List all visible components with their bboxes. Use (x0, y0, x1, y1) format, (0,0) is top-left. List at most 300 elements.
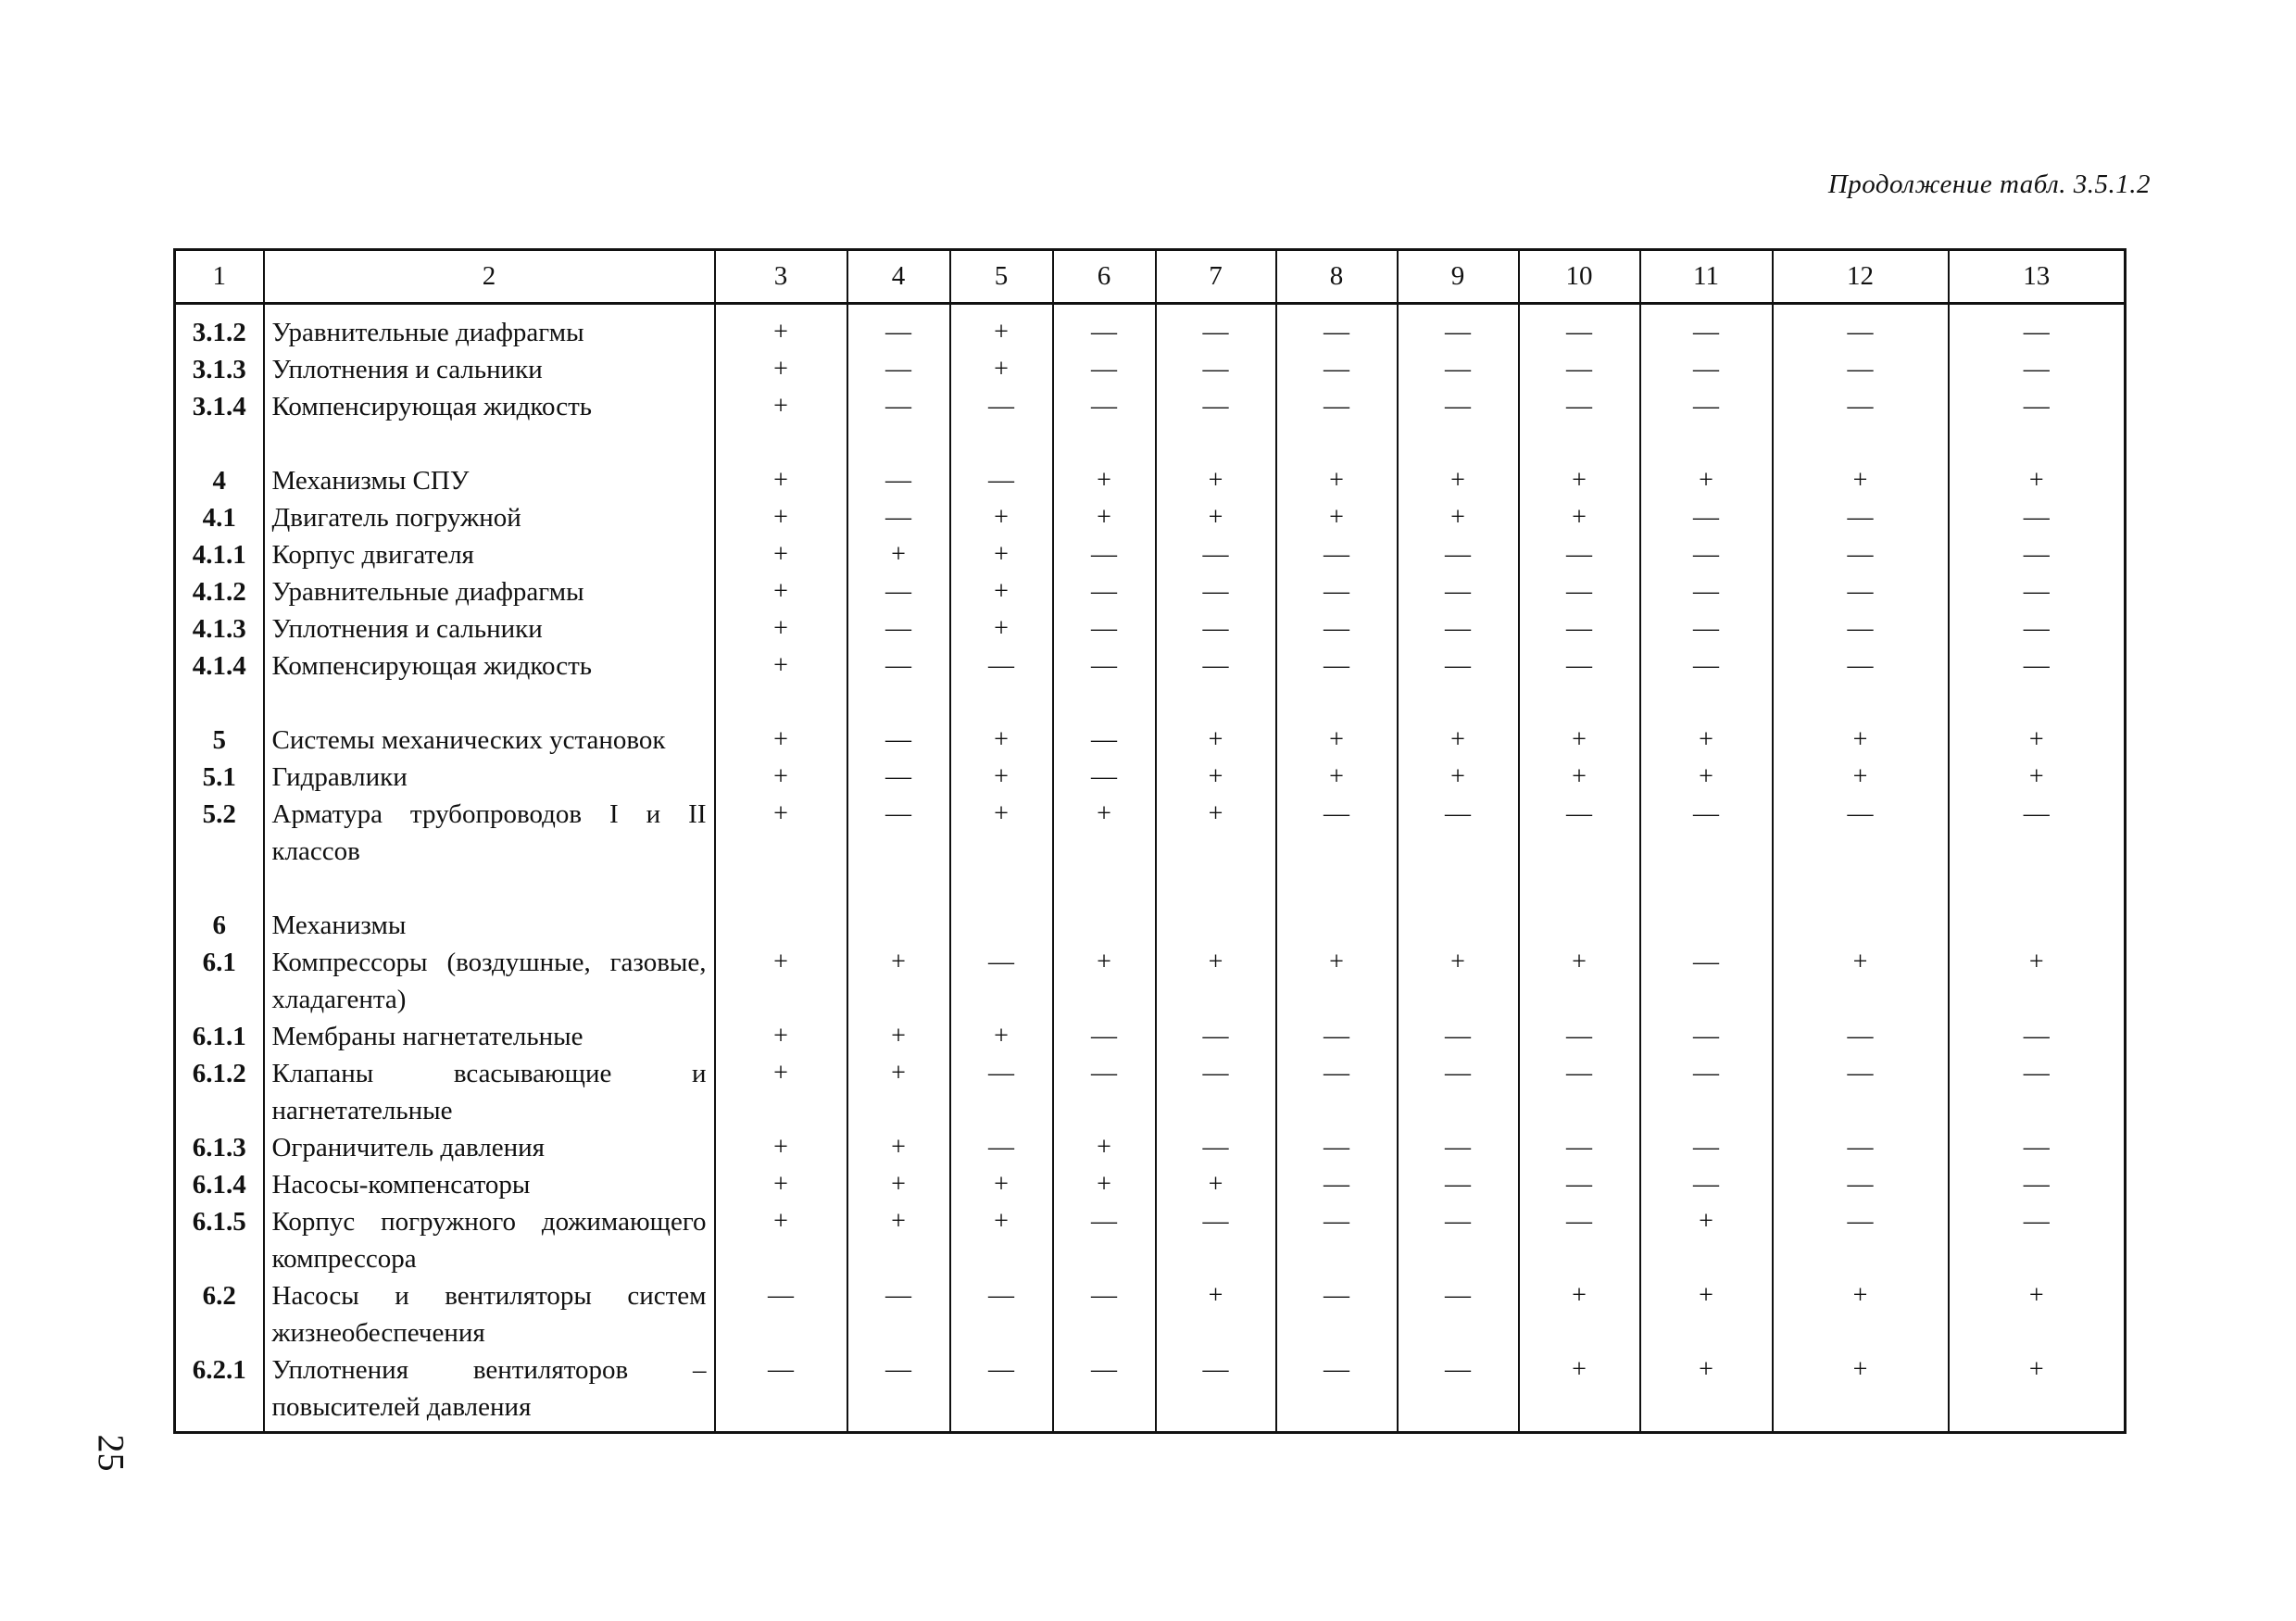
mark-cell: + (1949, 462, 2126, 499)
mark-cell: — (1949, 388, 2126, 425)
mark-cell: + (847, 944, 950, 1018)
mark-cell: — (1773, 499, 1949, 536)
mark-cell: — (1156, 610, 1276, 647)
mark-cell: — (950, 388, 1053, 425)
mark-cell: — (1640, 1055, 1773, 1129)
mark-cell: — (1519, 1166, 1640, 1203)
column-header: 11 (1640, 250, 1773, 304)
mark-cell: — (1519, 304, 1640, 352)
mark-cell: — (1398, 573, 1519, 610)
table-row (175, 647, 2126, 685)
spacer-cell (950, 425, 1053, 462)
item-number: 5 (175, 722, 264, 759)
mark-cell: — (1276, 1166, 1398, 1203)
mark-cell: — (847, 647, 950, 685)
mark-cell: — (1773, 610, 1949, 647)
spacer-cell (1276, 685, 1398, 722)
mark-cell: + (847, 1055, 950, 1129)
mark-cell: + (715, 1018, 847, 1055)
mark-cell: — (847, 610, 950, 647)
table-row (175, 907, 2126, 944)
spacer-row (175, 425, 2126, 462)
mark-cell: — (1398, 536, 1519, 573)
mark-cell: + (1398, 722, 1519, 759)
item-number: 4.1.3 (175, 610, 264, 647)
item-name: Механизмы (264, 907, 715, 944)
mark-cell: + (1949, 1277, 2126, 1351)
item-number: 6.1.2 (175, 1055, 264, 1129)
spacer-cell (1156, 870, 1276, 907)
item-name: Уравнительные диафрагмы (264, 573, 715, 610)
mark-cell: + (950, 1166, 1053, 1203)
mark-cell: + (715, 499, 847, 536)
spacer-cell (1949, 870, 2126, 907)
mark-cell: + (1276, 462, 1398, 499)
mark-cell: — (1949, 351, 2126, 388)
mark-cell: — (1773, 1166, 1949, 1203)
mark-cell: — (1156, 536, 1276, 573)
mark-cell: — (1949, 1203, 2126, 1277)
mark-cell: — (1773, 388, 1949, 425)
spacer-cell (1640, 870, 1773, 907)
item-name: Уплотнения вентиляторов – повысителей давления (264, 1351, 715, 1433)
mark-cell: + (1640, 1203, 1773, 1277)
mark-cell: + (1640, 1351, 1773, 1433)
mark-cell: + (1156, 1166, 1276, 1203)
mark-cell: + (1398, 462, 1519, 499)
item-name: Компенсирующая жидкость (264, 388, 715, 425)
mark-cell: + (950, 536, 1053, 573)
spacer-cell (1398, 870, 1519, 907)
mark-cell: — (1519, 536, 1640, 573)
mark-cell: + (1519, 944, 1640, 1018)
mark-cell: — (1053, 1018, 1156, 1055)
mark-cell: — (1053, 647, 1156, 685)
spacer-cell (1773, 425, 1949, 462)
spacer-cell (175, 685, 264, 722)
mark-cell: + (950, 759, 1053, 796)
mark-cell: + (715, 944, 847, 1018)
mark-cell: — (1276, 388, 1398, 425)
mark-cell (1640, 907, 1773, 944)
column-header: 6 (1053, 250, 1156, 304)
table-body (175, 304, 2126, 1433)
item-number: 6.1 (175, 944, 264, 1018)
table-row (175, 1166, 2126, 1203)
spacer-cell (1949, 685, 2126, 722)
mark-cell: + (715, 1203, 847, 1277)
mark-cell: — (1640, 351, 1773, 388)
spacer-cell (847, 685, 950, 722)
column-header: 2 (264, 250, 715, 304)
mark-cell: + (1773, 1351, 1949, 1433)
mark-cell: — (1276, 1351, 1398, 1433)
spacer-cell (1276, 425, 1398, 462)
mark-cell: + (1640, 1277, 1773, 1351)
item-name: Уравнительные диафрагмы (264, 304, 715, 352)
mark-cell: + (1773, 1277, 1949, 1351)
mark-cell: + (1773, 462, 1949, 499)
column-header: 1 (175, 250, 264, 304)
mark-cell: + (1053, 462, 1156, 499)
mark-cell: + (1156, 944, 1276, 1018)
mark-cell: — (1640, 647, 1773, 685)
spacer-cell (264, 870, 715, 907)
mark-cell (847, 907, 950, 944)
spacer-cell (847, 425, 950, 462)
mark-cell (715, 907, 847, 944)
item-number: 5.1 (175, 759, 264, 796)
mark-cell: + (1156, 796, 1276, 870)
mark-cell: — (1949, 1129, 2126, 1166)
mark-cell: + (1053, 796, 1156, 870)
spacer-cell (715, 425, 847, 462)
mark-cell: — (1276, 1055, 1398, 1129)
item-number: 3.1.4 (175, 388, 264, 425)
mark-cell: + (1053, 1129, 1156, 1166)
mark-cell: — (1640, 304, 1773, 352)
mark-cell: — (1949, 304, 2126, 352)
spacer-row (175, 870, 2126, 907)
mark-cell: — (1519, 1055, 1640, 1129)
spacer-cell (1519, 685, 1640, 722)
mark-cell: + (950, 722, 1053, 759)
column-header: 10 (1519, 250, 1640, 304)
mark-cell: + (1156, 759, 1276, 796)
mark-cell: — (1156, 573, 1276, 610)
mark-cell: — (1773, 647, 1949, 685)
mark-cell: — (950, 1277, 1053, 1351)
table-row (175, 388, 2126, 425)
mark-cell: — (1949, 610, 2126, 647)
mark-cell: + (1949, 759, 2126, 796)
item-number: 6.1.1 (175, 1018, 264, 1055)
item-name: Мембраны нагнетательные (264, 1018, 715, 1055)
mark-cell: + (715, 462, 847, 499)
mark-cell: — (1640, 1018, 1773, 1055)
spacer-cell (1949, 425, 2126, 462)
mark-cell: + (847, 1166, 950, 1203)
mark-cell (1773, 907, 1949, 944)
mark-cell: — (1640, 944, 1773, 1018)
table-row (175, 304, 2126, 352)
item-name: Клапаны всасывающие и нагнетательные (264, 1055, 715, 1129)
mark-cell (1276, 907, 1398, 944)
table-row (175, 1203, 2126, 1277)
mark-cell: — (950, 1055, 1053, 1129)
mark-cell: — (1398, 1351, 1519, 1433)
mark-cell: — (1640, 536, 1773, 573)
item-number: 6.1.4 (175, 1166, 264, 1203)
mark-cell: — (1519, 1129, 1640, 1166)
mark-cell (1156, 907, 1276, 944)
mark-cell: — (1156, 647, 1276, 685)
spacer-cell (715, 870, 847, 907)
mark-cell: + (1519, 722, 1640, 759)
item-name: Корпус погружного дожимающего компрессора (264, 1203, 715, 1277)
mark-cell: — (1773, 304, 1949, 352)
item-number: 6.2.1 (175, 1351, 264, 1433)
mark-cell: + (715, 759, 847, 796)
item-number: 6.2 (175, 1277, 264, 1351)
item-number: 4.1.4 (175, 647, 264, 685)
mark-cell: — (1519, 351, 1640, 388)
table-caption: Продолжение табл. 3.5.1.2 (1827, 170, 2151, 199)
mark-cell: — (1276, 796, 1398, 870)
spacer-cell (1156, 685, 1276, 722)
mark-cell: — (1398, 1018, 1519, 1055)
mark-cell: — (1053, 304, 1156, 352)
mark-cell: — (1640, 573, 1773, 610)
mark-cell: + (1156, 499, 1276, 536)
spacer-cell (1156, 425, 1276, 462)
mark-cell: — (1398, 1166, 1519, 1203)
mark-cell: — (1053, 1055, 1156, 1129)
mark-cell: — (847, 1277, 950, 1351)
item-name: Насосы и вентиляторы систем жизнеобеспечения (264, 1277, 715, 1351)
mark-cell: — (1949, 796, 2126, 870)
mark-cell: — (1398, 610, 1519, 647)
spacer-cell (1519, 425, 1640, 462)
spacer-cell (950, 685, 1053, 722)
item-name: Системы механических установок (264, 722, 715, 759)
mark-cell: + (715, 573, 847, 610)
mark-cell: — (1519, 796, 1640, 870)
spacer-cell (175, 870, 264, 907)
mark-cell: — (1053, 1277, 1156, 1351)
table-row (175, 1129, 2126, 1166)
mark-cell: — (1156, 1055, 1276, 1129)
mark-cell: + (950, 610, 1053, 647)
item-name: Уплотнения и сальники (264, 610, 715, 647)
mark-cell: — (950, 647, 1053, 685)
table-row (175, 796, 2126, 870)
table-row (175, 610, 2126, 647)
mark-cell: — (1156, 1203, 1276, 1277)
mark-cell: + (847, 1018, 950, 1055)
mark-cell: — (1276, 351, 1398, 388)
table-row (175, 722, 2126, 759)
item-number: 6 (175, 907, 264, 944)
item-name: Гидравлики (264, 759, 715, 796)
mark-cell: — (1053, 536, 1156, 573)
item-number: 3.1.2 (175, 304, 264, 352)
spacer-cell (1398, 685, 1519, 722)
mark-cell: + (1276, 944, 1398, 1018)
mark-cell (1053, 907, 1156, 944)
mark-cell: — (1156, 1018, 1276, 1055)
mark-cell: — (847, 1351, 950, 1433)
mark-cell: — (715, 1351, 847, 1433)
table-row (175, 573, 2126, 610)
mark-cell: + (1276, 722, 1398, 759)
item-name: Ограничитель давления (264, 1129, 715, 1166)
mark-cell: — (1949, 647, 2126, 685)
mark-cell: + (950, 1203, 1053, 1277)
mark-cell: + (950, 304, 1053, 352)
mark-cell: + (1053, 944, 1156, 1018)
mark-cell: + (1519, 462, 1640, 499)
mark-cell: — (950, 1129, 1053, 1166)
item-name: Уплотнения и сальники (264, 351, 715, 388)
mark-cell: + (715, 351, 847, 388)
mark-cell: — (1398, 647, 1519, 685)
mark-cell: + (1156, 462, 1276, 499)
mark-cell: — (1398, 796, 1519, 870)
mark-cell: — (1276, 573, 1398, 610)
mark-cell: — (1053, 351, 1156, 388)
table-row (175, 1277, 2126, 1351)
item-number: 3.1.3 (175, 351, 264, 388)
mark-cell: + (1398, 759, 1519, 796)
mark-cell: — (1398, 1203, 1519, 1277)
mark-cell: — (1053, 722, 1156, 759)
mark-cell: + (1398, 499, 1519, 536)
mark-cell: — (1156, 304, 1276, 352)
item-number: 4.1 (175, 499, 264, 536)
mark-cell: — (1773, 536, 1949, 573)
item-number: 5.2 (175, 796, 264, 870)
mark-cell: — (1053, 573, 1156, 610)
mark-cell: — (847, 304, 950, 352)
mark-cell (1949, 907, 2126, 944)
mark-cell: — (950, 1351, 1053, 1433)
mark-cell: + (1519, 499, 1640, 536)
mark-cell: — (1156, 388, 1276, 425)
mark-cell: — (1640, 499, 1773, 536)
mark-cell: — (1053, 759, 1156, 796)
mark-cell: + (1773, 759, 1949, 796)
spacer-cell (1640, 685, 1773, 722)
item-number: 6.1.5 (175, 1203, 264, 1277)
item-name: Компенсирующая жидкость (264, 647, 715, 685)
mark-cell (1398, 907, 1519, 944)
mark-cell: — (1773, 1055, 1949, 1129)
mark-cell: + (950, 796, 1053, 870)
mark-cell: — (1053, 1203, 1156, 1277)
mark-cell: — (847, 796, 950, 870)
mark-cell: + (715, 796, 847, 870)
mark-cell: — (1398, 351, 1519, 388)
item-number: 6.1.3 (175, 1129, 264, 1166)
spacer-cell (1640, 425, 1773, 462)
mark-cell: + (1053, 1166, 1156, 1203)
mark-cell (1519, 907, 1640, 944)
spacer-cell (264, 685, 715, 722)
mark-cell: — (1949, 573, 2126, 610)
mark-cell: — (1053, 388, 1156, 425)
mark-cell: + (1949, 1351, 2126, 1433)
mark-cell: — (1398, 1055, 1519, 1129)
spacer-cell (1398, 425, 1519, 462)
table-row (175, 1351, 2126, 1433)
mark-cell: — (1519, 610, 1640, 647)
mark-cell: — (1949, 1166, 2126, 1203)
mark-cell: + (1519, 1277, 1640, 1351)
item-name: Корпус двигателя (264, 536, 715, 573)
mark-cell: — (847, 462, 950, 499)
mark-cell: + (950, 573, 1053, 610)
column-header: 5 (950, 250, 1053, 304)
mark-cell: + (1640, 722, 1773, 759)
mark-cell: + (715, 388, 847, 425)
column-header: 13 (1949, 250, 2126, 304)
mark-cell: — (715, 1277, 847, 1351)
item-name: Двигатель погружной (264, 499, 715, 536)
mark-cell: — (847, 351, 950, 388)
mark-cell: — (847, 388, 950, 425)
mark-cell: — (1398, 304, 1519, 352)
mark-cell: — (1276, 647, 1398, 685)
mark-cell: — (1519, 1018, 1640, 1055)
item-name: Насосы-компенсаторы (264, 1166, 715, 1203)
item-number: 4 (175, 462, 264, 499)
mark-cell: — (1773, 1129, 1949, 1166)
mark-cell: — (1949, 1055, 2126, 1129)
spacer-cell (1053, 685, 1156, 722)
spacer-cell (1519, 870, 1640, 907)
table-row (175, 536, 2126, 573)
mark-cell: + (1156, 1277, 1276, 1351)
mark-cell: + (847, 536, 950, 573)
spacer-cell (1276, 870, 1398, 907)
table-row (175, 944, 2126, 1018)
table-row (175, 499, 2126, 536)
mark-cell: — (1156, 351, 1276, 388)
mark-cell: + (1519, 1351, 1640, 1433)
mark-cell: — (1276, 1203, 1398, 1277)
mark-cell: + (950, 499, 1053, 536)
mark-cell: — (1640, 388, 1773, 425)
mark-cell: — (1053, 610, 1156, 647)
mark-cell: — (1640, 1129, 1773, 1166)
mark-cell: + (847, 1129, 950, 1166)
mark-cell: + (1773, 944, 1949, 1018)
mark-cell: + (715, 536, 847, 573)
mark-cell: — (1949, 536, 2126, 573)
mark-cell: + (950, 1018, 1053, 1055)
mark-cell: + (1398, 944, 1519, 1018)
column-header: 7 (1156, 250, 1276, 304)
mark-cell: — (1276, 1018, 1398, 1055)
mark-cell: — (1519, 647, 1640, 685)
mark-cell: — (847, 499, 950, 536)
table-header-row (175, 250, 2126, 304)
mark-cell: — (1773, 1203, 1949, 1277)
mark-cell: — (1519, 388, 1640, 425)
mark-cell: + (1276, 499, 1398, 536)
mark-cell: — (950, 944, 1053, 1018)
item-number: 4.1.1 (175, 536, 264, 573)
spacer-cell (1773, 870, 1949, 907)
item-name: Компрессоры (воздушные, газовые, хладагента) (264, 944, 715, 1018)
mark-cell: — (1276, 536, 1398, 573)
mark-cell: + (1949, 722, 2126, 759)
mark-cell: + (715, 1055, 847, 1129)
mark-cell: — (1276, 1129, 1398, 1166)
mark-cell (950, 907, 1053, 944)
specification-table (173, 248, 2127, 1434)
mark-cell: — (1773, 1018, 1949, 1055)
mark-cell: — (1949, 1018, 2126, 1055)
column-header: 3 (715, 250, 847, 304)
mark-cell: — (1640, 610, 1773, 647)
column-header: 4 (847, 250, 950, 304)
mark-cell: + (1519, 759, 1640, 796)
mark-cell: — (1276, 1277, 1398, 1351)
mark-cell: + (1156, 722, 1276, 759)
mark-cell: — (1053, 1351, 1156, 1433)
